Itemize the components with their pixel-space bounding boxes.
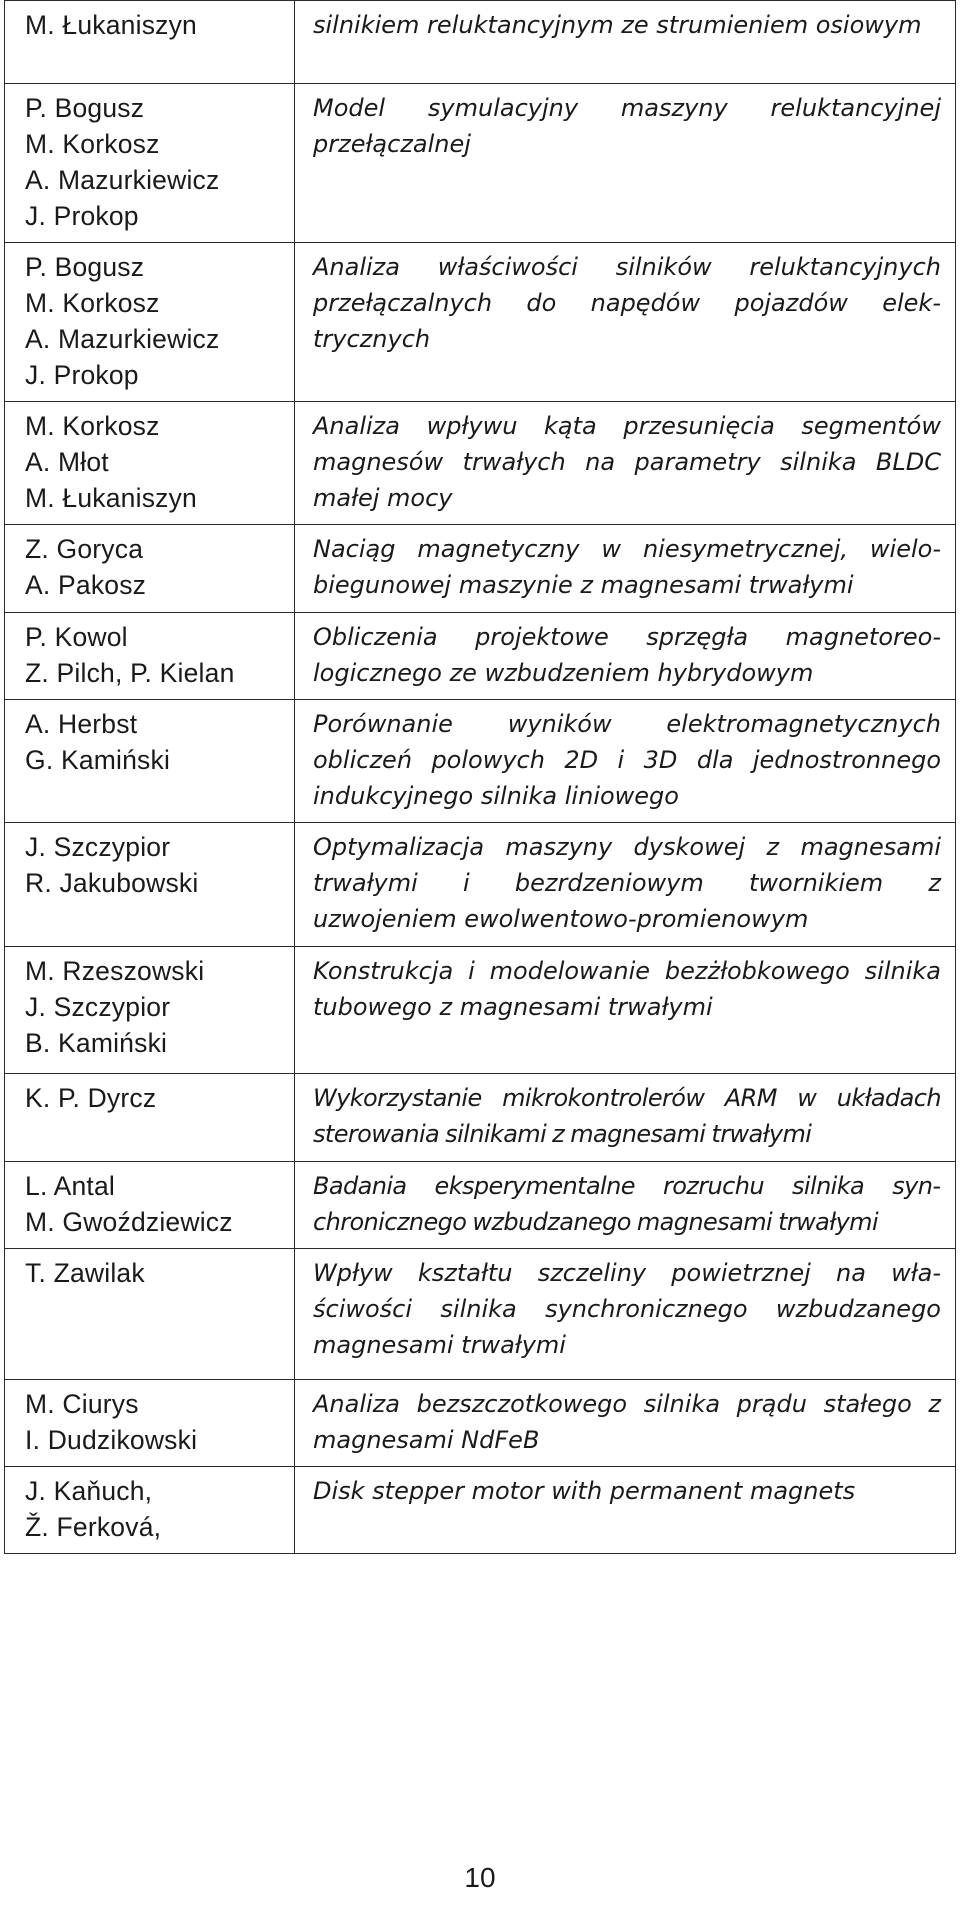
authors-cell — [5, 1380, 295, 1467]
author-name: B. Kamiński — [25, 1028, 168, 1058]
author-name: A. Herbst — [25, 709, 138, 739]
paper-title: Analiza bezszczotkowego silnika prądu stałego z magnesami NdFeB — [295, 1380, 956, 1467]
author-name: M. Rzeszowski — [25, 956, 205, 986]
author-name: T. Zawilak — [25, 1258, 145, 1288]
author-name: J. Prokop — [25, 360, 139, 390]
author-name: G. Kamiński — [25, 745, 171, 775]
toc-row — [5, 823, 956, 947]
author-name: M. Łukaniszyn — [25, 10, 197, 40]
author-name: R. Jakubowski — [25, 868, 199, 898]
author-name: M. Korkosz — [25, 288, 160, 318]
paper-title: Porównanie wyników elektromagnetycznych obliczeń polowych 2D i 3D dla jednostronnego indukcyjnego silnika liniowego — [295, 700, 956, 823]
paper-title: Wykorzystanie mikrokontrolerów ARM w układach sterowania silnikami z magnesami trwałymi — [295, 1074, 956, 1162]
author-name: L. Antal — [25, 1171, 116, 1201]
paper-title: Analiza właściwości silników reluktancyjnych przełączalnych do napędów pojazdów elektrycznych — [295, 243, 956, 402]
authors-cell — [5, 84, 295, 243]
toc-row — [5, 1, 956, 84]
author-name: J. Kaňuch, — [25, 1476, 153, 1506]
author-name: A. Młot — [25, 447, 109, 477]
author-name: M. Łukaniszyn — [25, 483, 197, 513]
paper-title: Analiza wpływu kąta przesunięcia segmentów magnesów trwałych na parametry silnika BLDC małej mocy — [295, 402, 956, 525]
authors-cell — [5, 700, 295, 823]
authors-cell — [5, 402, 295, 525]
author-name: I. Dudzikowski — [25, 1425, 198, 1455]
paper-title: Obliczenia projektowe sprzęgła magnetoreologicznego ze wzbudzeniem hybrydowym — [295, 613, 956, 700]
paper-title: Badania eksperymentalne rozruchu silnika synchronicznego wzbudzanego magnesami trwałymi — [295, 1162, 956, 1249]
author-name: P. Bogusz — [25, 252, 145, 282]
toc-row — [5, 700, 956, 823]
author-name: M. Gwoździewicz — [25, 1207, 233, 1237]
toc-row — [5, 1074, 956, 1162]
toc-row — [5, 402, 956, 525]
toc-row — [5, 613, 956, 700]
author-name: P. Bogusz — [25, 93, 145, 123]
author-name: K. P. Dyrcz — [25, 1083, 157, 1113]
table-of-contents — [4, 0, 956, 1554]
toc-row — [5, 84, 956, 243]
author-name: A. Mazurkiewicz — [25, 165, 220, 195]
author-name: Z. Pilch, P. Kielan — [25, 658, 235, 688]
authors-cell — [5, 243, 295, 402]
paper-title: Naciąg magnetyczny w niesymetrycznej, wielobiegunowej maszynie z magnesami trwałymi — [295, 525, 956, 613]
author-name: J. Szczypior — [25, 832, 171, 862]
author-name: P. Kowol — [25, 622, 128, 652]
toc-row — [5, 525, 956, 613]
toc-row — [5, 1249, 956, 1380]
author-name: A. Pakosz — [25, 570, 147, 600]
toc-row — [5, 1467, 956, 1554]
paper-title: silnikiem reluktancyjnym ze strumieniem osiowym — [295, 1, 956, 84]
paper-title: Optymalizacja maszyny dyskowej z magnesami trwałymi i bezrdzeniowym twornikiem z uzwojeniem ewolwentowo-promienowym — [295, 823, 956, 947]
toc-row — [5, 947, 956, 1074]
authors-cell — [5, 525, 295, 613]
authors-cell — [5, 613, 295, 700]
authors-cell — [5, 1162, 295, 1249]
author-name: Ž. Ferková, — [25, 1512, 162, 1542]
paper-title: Konstrukcja i modelowanie bezżłobkowego silnika tubowego z magnesami trwałymi — [295, 947, 956, 1074]
author-name: Z. Goryca — [25, 534, 144, 564]
toc-body — [5, 1, 956, 1554]
toc-row — [5, 1380, 956, 1467]
authors-cell — [5, 1249, 295, 1380]
author-name: M. Korkosz — [25, 411, 160, 441]
author-name: J. Prokop — [25, 201, 139, 231]
author-name: M. Korkosz — [25, 129, 160, 159]
toc-row — [5, 1162, 956, 1249]
authors-cell — [5, 947, 295, 1074]
paper-title: Disk stepper motor with permanent magnets — [295, 1467, 956, 1554]
author-name: A. Mazurkiewicz — [25, 324, 220, 354]
paper-title: Model symulacyjny maszyny reluktancyjnej przełączalnej — [295, 84, 956, 243]
page-number: 10 — [464, 1862, 496, 1893]
authors-cell — [5, 1074, 295, 1162]
author-name: J. Szczypior — [25, 992, 171, 1022]
authors-cell — [5, 1, 295, 84]
toc-row — [5, 243, 956, 402]
authors-cell — [5, 1467, 295, 1554]
author-name: M. Ciurys — [25, 1389, 139, 1419]
authors-cell — [5, 823, 295, 947]
paper-title: Wpływ kształtu szczeliny powietrznej na właściwości silnika synchronicznego wzbudzanego magnesami trwałymi — [295, 1249, 956, 1380]
